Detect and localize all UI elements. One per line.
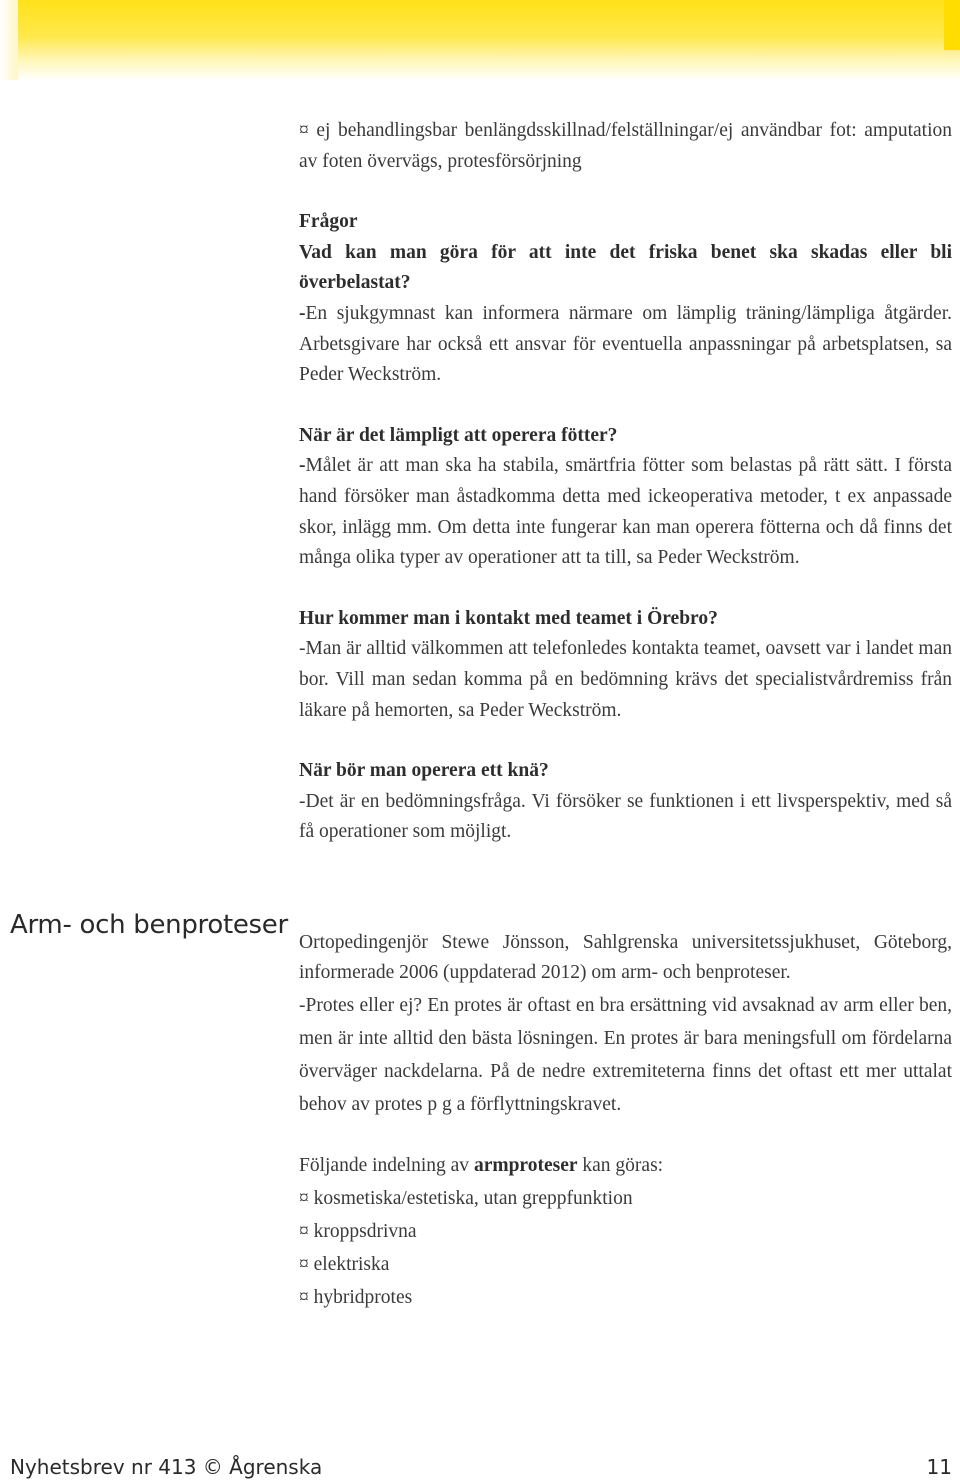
bullet-icon: ¤ [299, 1287, 309, 1309]
top-header-band [0, 0, 960, 80]
main-text-column [299, 116, 952, 1314]
qa-answer-2: -Målet är att man ska ha stabila, smärtfria fötter som belastas på rätt sätt. I första hand försöker man åstadkomma detta med ickeoperativa metoder, t ex anpassade skor, inlägg mm. Om detta inte fungerar kan man operera fötterna och då finns det många olika typer av operationer att ta till, sa Peder Weckström. [299, 455, 952, 569]
list-intro: Följande indelning av armproteser kan göras: [299, 1155, 664, 1177]
section-heading: Arm- och benproteser [10, 910, 288, 940]
list-item: ¤ kosmetiska/estetiska, utan greppfunktion [299, 1188, 633, 1210]
bullet-icon: ¤ [299, 1188, 309, 1210]
qa-question-3: Hur kommer man i kontakt med teamet i Örebro? [299, 607, 718, 629]
article-body: -Protes eller ej? En protes är oftast en bra ersättning vid avsaknad av arm eller ben, men är inte alltid den bästa lösningen. En protes är bara meningsfull om fördelarna överväger nackdelarna. På de nedre extremiteterna finns det oftast ett mer uttalat behov av protes p g a förflyttningskravet. [299, 995, 952, 1116]
intro-bullet [299, 116, 952, 177]
armprotes-list [299, 1149, 952, 1314]
article [299, 928, 952, 1121]
page-number: 11 [926, 1455, 952, 1479]
list-item: ¤ hybridprotes [299, 1287, 413, 1309]
footer-publication: Nyhetsbrev nr 413 © Ågrenska [10, 1455, 323, 1479]
bullet-icon: ¤ [299, 1254, 309, 1276]
qa-answer-3: -Man är alltid välkommen att telefonledes kontakta teamet, oavsett var i landet man bor. Vill man sedan komma på en bedömning krävs det specialistvårdremiss från läkare på hemorten, sa Peder Weckström. [299, 638, 952, 721]
intro-bullet-text: ej behandlingsbar benlängdsskillnad/felställningar/ej användbar fot: amputation av foten övervägs, protesförsörjning [299, 120, 953, 172]
qa-question-4: När bör man operera ett knä? [299, 760, 549, 782]
list-item: ¤ kroppsdrivna [299, 1221, 417, 1243]
top-header-band-edge [0, 0, 18, 80]
bullet-icon: ¤ [299, 120, 309, 141]
qa-answer-1: -En sjukgymnast kan informera närmare om lämplig träning/lämpliga åtgärder. Arbetsgivare har också ett ansvar för eventuella anpassningar på arbetsplatsen, sa Peder Weckström. [299, 302, 952, 386]
qa-question-2: När är det lämpligt att operera fötter? [299, 424, 618, 446]
qa-question-1: Vad kan man göra för att inte det friska benet ska skadas eller bli överbelastat? [299, 241, 952, 294]
article-intro: Ortopedingenjör Stewe Jönsson, Sahlgrenska universitetssjukhuset, Göteborg, informerade 2006 (uppdaterad 2012) om arm- och benproteser. [299, 931, 952, 984]
bullet-icon: ¤ [299, 1221, 309, 1243]
list-item: ¤ elektriska [299, 1254, 390, 1276]
top-header-band-right-edge [944, 0, 960, 50]
qa-answer-4: -Det är en bedömningsfråga. Vi försöker se funktionen i ett livsperspektiv, med så få operationer som möjligt. [299, 790, 952, 843]
section-label: Frågor [299, 211, 358, 233]
